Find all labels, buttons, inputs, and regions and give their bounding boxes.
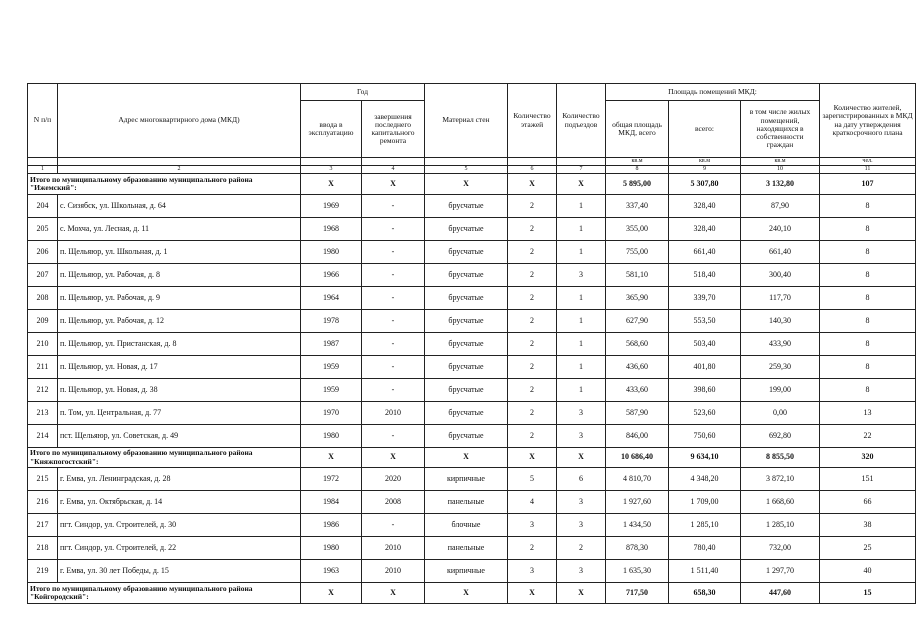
table-row	[28, 241, 916, 264]
row-number: 212	[28, 379, 58, 402]
row-residents: 8	[820, 356, 916, 379]
row-residents: 8	[820, 287, 916, 310]
row-floors: 2	[508, 356, 557, 379]
row-year-commission: 1969	[301, 195, 362, 218]
row-area-citizens: 300,40	[741, 264, 820, 287]
row-residents: 25	[820, 537, 916, 560]
row-area-citizens: 1 297,70	[741, 560, 820, 583]
row-floors: 2	[508, 379, 557, 402]
column-number: 7	[557, 166, 606, 174]
row-area-citizens: 259,30	[741, 356, 820, 379]
summary-area-total: 717,50	[606, 583, 669, 604]
header-residents: Количество жителей, зарегистрированных в МКД на дату утверждения краткосрочного плана	[820, 84, 916, 158]
summary-x: X	[508, 583, 557, 604]
row-floors: 4	[508, 491, 557, 514]
row-address: п. Щельяюр, ул. Рабочая, д. 9	[58, 287, 301, 310]
row-floors: 2	[508, 264, 557, 287]
row-area-citizens: 0,00	[741, 402, 820, 425]
row-residents: 151	[820, 468, 916, 491]
row-number: 219	[28, 560, 58, 583]
row-area-total: 1 927,60	[606, 491, 669, 514]
row-material: панельные	[425, 491, 508, 514]
row-area-citizens: 661,40	[741, 241, 820, 264]
row-year-repair: 2008	[362, 491, 425, 514]
unit-people: чел.	[820, 158, 916, 166]
row-residents: 40	[820, 560, 916, 583]
row-address: п. Щельяюр, ул. Рабочая, д. 12	[58, 310, 301, 333]
summary-residents: 107	[820, 174, 916, 195]
table-row	[28, 264, 916, 287]
table-row	[28, 287, 916, 310]
summary-area-total: 5 895,00	[606, 174, 669, 195]
column-number: 2	[58, 166, 301, 174]
row-address: п. Щельяюр, ул. Новая, д. 17	[58, 356, 301, 379]
row-year-repair: -	[362, 310, 425, 333]
row-area-living: 503,40	[669, 333, 741, 356]
row-year-commission: 1963	[301, 560, 362, 583]
header-area-group: Площадь помещений МКД:	[606, 84, 820, 101]
header-num: N п/п	[28, 84, 58, 158]
row-area-citizens: 199,00	[741, 379, 820, 402]
row-address: п. Том, ул. Центральная, д. 77	[58, 402, 301, 425]
row-area-citizens: 117,70	[741, 287, 820, 310]
summary-x: X	[301, 448, 362, 468]
row-area-total: 4 810,70	[606, 468, 669, 491]
row-number: 206	[28, 241, 58, 264]
row-number: 207	[28, 264, 58, 287]
header-year-repair: завершения последнего капитального ремонта	[362, 101, 425, 158]
row-address: пгт. Синдор, ул. Строителей, д. 22	[58, 537, 301, 560]
row-address: пгт. Синдор, ул. Строителей, д. 30	[58, 514, 301, 537]
row-area-living: 523,60	[669, 402, 741, 425]
row-number: 218	[28, 537, 58, 560]
row-residents: 8	[820, 333, 916, 356]
table-row	[28, 468, 916, 491]
row-area-total: 436,60	[606, 356, 669, 379]
row-year-repair: -	[362, 218, 425, 241]
table-row	[28, 356, 916, 379]
row-year-commission: 1964	[301, 287, 362, 310]
summary-x: X	[362, 448, 425, 468]
row-area-living: 1 709,00	[669, 491, 741, 514]
row-area-total: 355,00	[606, 218, 669, 241]
row-number: 204	[28, 195, 58, 218]
row-residents: 22	[820, 425, 916, 448]
row-material: брусчатые	[425, 195, 508, 218]
row-area-living: 1 285,10	[669, 514, 741, 537]
row-year-commission: 1980	[301, 537, 362, 560]
row-residents: 8	[820, 218, 916, 241]
row-number: 208	[28, 287, 58, 310]
column-number: 3	[301, 166, 362, 174]
row-entrances: 3	[557, 264, 606, 287]
row-material: брусчатые	[425, 241, 508, 264]
row-area-total: 365,90	[606, 287, 669, 310]
summary-name: Итого по муниципальному образованию муниципального района "Княжпогостский":	[28, 448, 301, 468]
row-number: 211	[28, 356, 58, 379]
row-floors: 3	[508, 514, 557, 537]
row-area-living: 750,60	[669, 425, 741, 448]
summary-x: X	[425, 448, 508, 468]
summary-residents: 320	[820, 448, 916, 468]
row-area-total: 568,60	[606, 333, 669, 356]
row-year-commission: 1959	[301, 379, 362, 402]
summary-x: X	[301, 174, 362, 195]
row-number: 215	[28, 468, 58, 491]
row-entrances: 6	[557, 468, 606, 491]
row-material: панельные	[425, 537, 508, 560]
row-material: брусчатые	[425, 402, 508, 425]
header-year-commission: ввода в эксплуатацию	[301, 101, 362, 158]
row-material: брусчатые	[425, 310, 508, 333]
row-address: п. Щельяюр, ул. Школьная, д. 1	[58, 241, 301, 264]
row-area-citizens: 692,80	[741, 425, 820, 448]
row-entrances: 3	[557, 402, 606, 425]
summary-x: X	[557, 583, 606, 604]
row-material: брусчатые	[425, 379, 508, 402]
summary-x: X	[362, 583, 425, 604]
table-row	[28, 491, 916, 514]
row-number: 214	[28, 425, 58, 448]
column-number: 4	[362, 166, 425, 174]
row-floors: 2	[508, 241, 557, 264]
row-residents: 8	[820, 264, 916, 287]
row-area-living: 4 348,20	[669, 468, 741, 491]
row-year-commission: 1980	[301, 425, 362, 448]
row-year-commission: 1968	[301, 218, 362, 241]
row-material: брусчатые	[425, 264, 508, 287]
row-residents: 13	[820, 402, 916, 425]
row-material: брусчатые	[425, 356, 508, 379]
row-material: кирпичные	[425, 560, 508, 583]
row-residents: 8	[820, 379, 916, 402]
row-entrances: 1	[557, 310, 606, 333]
row-floors: 2	[508, 425, 557, 448]
row-address: пст. Щельяюр, ул. Советская, д. 49	[58, 425, 301, 448]
summary-area-living: 658,30	[669, 583, 741, 604]
column-number: 1	[28, 166, 58, 174]
row-area-citizens: 732,00	[741, 537, 820, 560]
row-entrances: 1	[557, 241, 606, 264]
row-entrances: 1	[557, 356, 606, 379]
row-residents: 8	[820, 310, 916, 333]
row-residents: 8	[820, 195, 916, 218]
row-number: 217	[28, 514, 58, 537]
row-year-repair: 2010	[362, 560, 425, 583]
row-address: с. Сизябск, ул. Школьная, д. 64	[58, 195, 301, 218]
row-material: кирпичные	[425, 468, 508, 491]
row-area-living: 661,40	[669, 241, 741, 264]
row-year-repair: -	[362, 514, 425, 537]
row-year-commission: 1986	[301, 514, 362, 537]
summary-area-living: 9 634,10	[669, 448, 741, 468]
row-material: брусчатые	[425, 218, 508, 241]
header-address: Адрес многоквартирного дома (МКД)	[58, 84, 301, 158]
row-year-repair: 2010	[362, 402, 425, 425]
row-address: г. Емва, ул. Октябрьская, д. 14	[58, 491, 301, 514]
summary-area-citizens: 3 132,80	[741, 174, 820, 195]
row-area-total: 337,40	[606, 195, 669, 218]
row-area-citizens: 3 872,10	[741, 468, 820, 491]
row-area-living: 328,40	[669, 195, 741, 218]
column-number: 9	[669, 166, 741, 174]
row-year-repair: -	[362, 264, 425, 287]
row-area-citizens: 240,10	[741, 218, 820, 241]
row-floors: 2	[508, 333, 557, 356]
row-entrances: 3	[557, 560, 606, 583]
summary-area-total: 10 686,40	[606, 448, 669, 468]
row-entrances: 2	[557, 537, 606, 560]
summary-residents: 15	[820, 583, 916, 604]
header-area-living: всего:	[669, 101, 741, 158]
row-address: г. Емва, ул. 30 лет Победы, д. 15	[58, 560, 301, 583]
row-year-commission: 1970	[301, 402, 362, 425]
header-year-group: Год	[301, 84, 425, 101]
summary-row	[28, 448, 916, 468]
header-floors: Количество этажей	[508, 84, 557, 158]
row-floors: 5	[508, 468, 557, 491]
column-number: 6	[508, 166, 557, 174]
housing-table	[27, 83, 916, 604]
row-area-total: 878,30	[606, 537, 669, 560]
row-material: брусчатые	[425, 287, 508, 310]
summary-area-living: 5 307,80	[669, 174, 741, 195]
row-year-repair: 2020	[362, 468, 425, 491]
header-entrances: Количество подъездов	[557, 84, 606, 158]
row-area-living: 553,50	[669, 310, 741, 333]
table-row	[28, 402, 916, 425]
table-row	[28, 514, 916, 537]
row-material: блочные	[425, 514, 508, 537]
row-floors: 2	[508, 402, 557, 425]
row-area-citizens: 1 285,10	[741, 514, 820, 537]
row-area-citizens: 433,90	[741, 333, 820, 356]
table-row	[28, 333, 916, 356]
column-number: 11	[820, 166, 916, 174]
row-area-citizens: 87,90	[741, 195, 820, 218]
summary-x: X	[508, 448, 557, 468]
row-number: 209	[28, 310, 58, 333]
summary-area-citizens: 447,60	[741, 583, 820, 604]
row-entrances: 1	[557, 287, 606, 310]
table-row	[28, 218, 916, 241]
row-entrances: 1	[557, 195, 606, 218]
row-year-repair: 2010	[362, 537, 425, 560]
row-area-citizens: 140,30	[741, 310, 820, 333]
row-floors: 2	[508, 310, 557, 333]
row-residents: 8	[820, 241, 916, 264]
row-year-repair: -	[362, 287, 425, 310]
summary-x: X	[557, 174, 606, 195]
row-area-living: 401,80	[669, 356, 741, 379]
column-number: 5	[425, 166, 508, 174]
summary-x: X	[425, 174, 508, 195]
row-area-living: 518,40	[669, 264, 741, 287]
row-entrances: 1	[557, 333, 606, 356]
summary-x: X	[301, 583, 362, 604]
row-number: 216	[28, 491, 58, 514]
row-area-citizens: 1 668,60	[741, 491, 820, 514]
row-address: п. Щельяюр, ул. Рабочая, д. 8	[58, 264, 301, 287]
row-area-total: 1 635,30	[606, 560, 669, 583]
table-row	[28, 310, 916, 333]
row-residents: 66	[820, 491, 916, 514]
row-area-living: 398,60	[669, 379, 741, 402]
row-area-total: 433,60	[606, 379, 669, 402]
row-area-living: 339,70	[669, 287, 741, 310]
row-year-commission: 1987	[301, 333, 362, 356]
row-floors: 2	[508, 537, 557, 560]
column-number: 10	[741, 166, 820, 174]
summary-x: X	[425, 583, 508, 604]
table-row	[28, 379, 916, 402]
row-floors: 3	[508, 560, 557, 583]
summary-row	[28, 583, 916, 604]
row-year-commission: 1984	[301, 491, 362, 514]
row-year-commission: 1978	[301, 310, 362, 333]
row-floors: 2	[508, 218, 557, 241]
table-row	[28, 425, 916, 448]
row-entrances: 1	[557, 218, 606, 241]
row-material: брусчатые	[425, 333, 508, 356]
row-area-living: 1 511,40	[669, 560, 741, 583]
row-entrances: 1	[557, 379, 606, 402]
row-address: п. Щельяюр, ул. Пристанская, д. 8	[58, 333, 301, 356]
row-year-repair: -	[362, 379, 425, 402]
table-row	[28, 560, 916, 583]
table-row	[28, 195, 916, 218]
row-address: п. Щельяюр, ул. Новая, д. 38	[58, 379, 301, 402]
row-year-repair: -	[362, 356, 425, 379]
row-year-commission: 1980	[301, 241, 362, 264]
row-year-repair: -	[362, 425, 425, 448]
unit-sqm-citizens: кв.м	[741, 158, 820, 166]
summary-x: X	[557, 448, 606, 468]
row-floors: 2	[508, 195, 557, 218]
row-area-total: 755,00	[606, 241, 669, 264]
row-area-total: 587,90	[606, 402, 669, 425]
row-area-living: 780,40	[669, 537, 741, 560]
header-material: Материал стен	[425, 84, 508, 158]
summary-row	[28, 174, 916, 195]
row-address: с. Мохча, ул. Лесная, д. 11	[58, 218, 301, 241]
row-area-total: 846,00	[606, 425, 669, 448]
row-entrances: 3	[557, 491, 606, 514]
header-area-citizens: в том числе жилых помещений, находящихся в собственности граждан	[741, 101, 820, 158]
row-residents: 38	[820, 514, 916, 537]
row-floors: 2	[508, 287, 557, 310]
row-area-living: 328,40	[669, 218, 741, 241]
row-address: г. Емва, ул. Ленинградская, д. 28	[58, 468, 301, 491]
row-year-commission: 1966	[301, 264, 362, 287]
row-year-repair: -	[362, 333, 425, 356]
row-material: брусчатые	[425, 425, 508, 448]
row-number: 205	[28, 218, 58, 241]
unit-sqm-living: кв.м	[669, 158, 741, 166]
unit-sqm-total: кв.м	[606, 158, 669, 166]
header-area-total: общая площадь МКД, всего	[606, 101, 669, 158]
summary-x: X	[508, 174, 557, 195]
row-area-total: 581,10	[606, 264, 669, 287]
table-row	[28, 537, 916, 560]
row-year-commission: 1972	[301, 468, 362, 491]
summary-name: Итого по муниципальному образованию муниципального района "Койгородский":	[28, 583, 301, 604]
column-number: 8	[606, 166, 669, 174]
row-number: 210	[28, 333, 58, 356]
row-number: 213	[28, 402, 58, 425]
row-entrances: 3	[557, 514, 606, 537]
summary-area-citizens: 8 855,50	[741, 448, 820, 468]
row-entrances: 3	[557, 425, 606, 448]
summary-x: X	[362, 174, 425, 195]
row-area-total: 1 434,50	[606, 514, 669, 537]
row-year-repair: -	[362, 195, 425, 218]
row-year-repair: -	[362, 241, 425, 264]
summary-name: Итого по муниципальному образованию муниципального района "Ижемский":	[28, 174, 301, 195]
row-area-total: 627,90	[606, 310, 669, 333]
row-year-commission: 1959	[301, 356, 362, 379]
